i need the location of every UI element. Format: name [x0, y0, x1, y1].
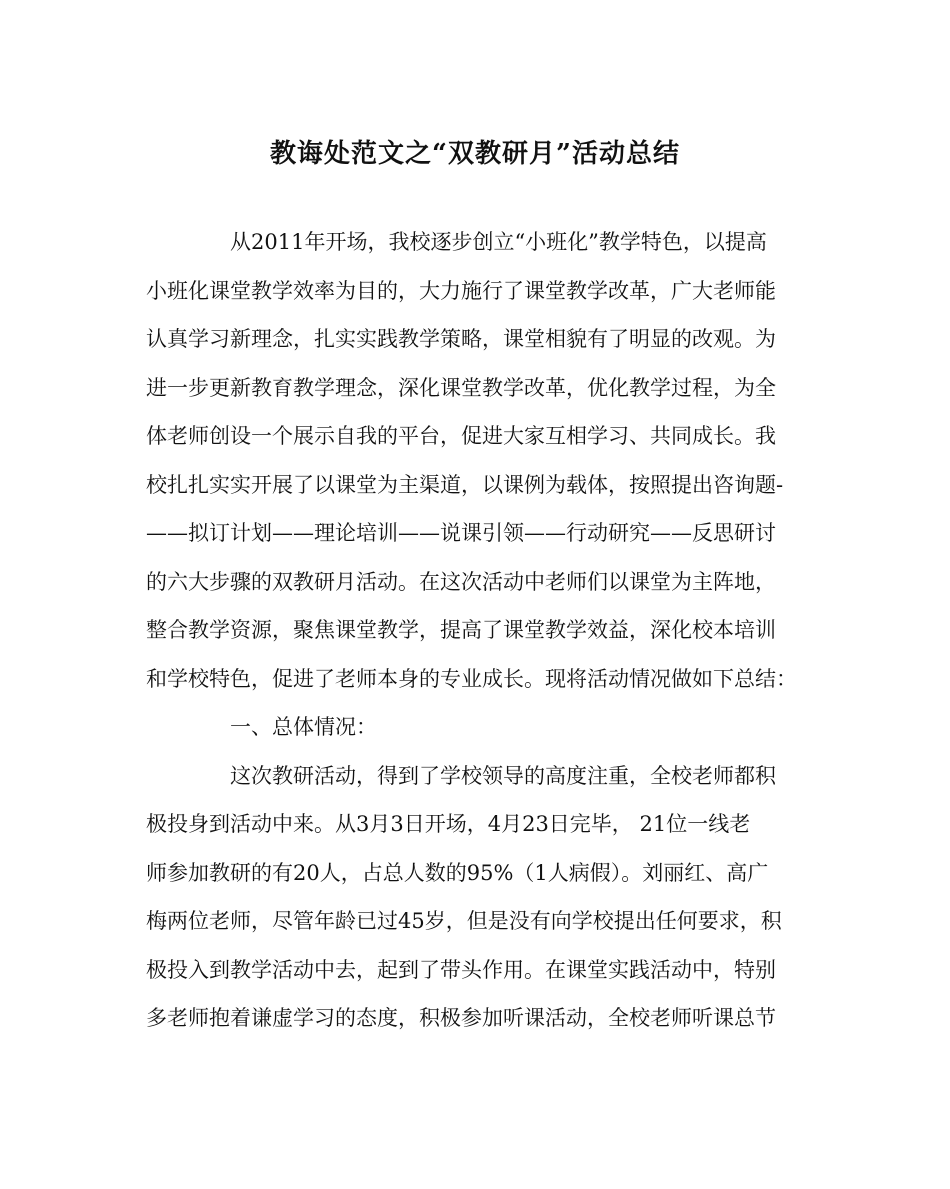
paragraph-line: 从2011年开场，我校逐步创立“小班化”教学特色，以提高	[230, 230, 767, 254]
paragraph-line: 极投身到活动中来。从3月3日开场，4月23日完毕， 21位一线老	[146, 812, 751, 836]
section-heading: 一、总体情况：	[230, 715, 377, 739]
paragraph-line: 和学校特色，促进了老师本身的专业成长。现将活动情况做如下总结：	[146, 666, 797, 691]
paragraph-line: 进一步更新教育教学理念，深化课堂教学改革，优化教学过程，为全	[146, 375, 776, 400]
paragraph-line: 多老师抱着谦虚学习的态度，积极参加听课活动，全校老师听课总节	[146, 1006, 776, 1030]
paragraph-line: 体老师创设一个展示自我的平台，促进大家互相学习、共同成长。我	[146, 424, 776, 448]
paragraph-line: 师参加教研的有20人，占总人数的95%（1人病假）。刘丽红、高广	[146, 860, 769, 885]
paragraph-line: 这次教研活动，得到了学校领导的高度注重，全校老师都积	[230, 763, 776, 788]
paragraph-line: 整合教学资源，聚焦课堂教学，提高了课堂教学效益，深化校本培训	[146, 618, 776, 642]
document-title: 教诲处范文之“双教研月”活动总结	[270, 139, 680, 169]
paragraph-line: ——拟订计划——理论培训——说课引领——行动研究——反思研讨	[146, 521, 776, 545]
paragraph-line: 极投入到教学活动中去，起到了带头作用。在课堂实践活动中，特别	[146, 957, 776, 982]
document-body	[146, 218, 811, 1043]
paragraph-line: 认真学习新理念，扎实实践教学策略，课堂相貌有了明显的改观。为	[146, 327, 776, 351]
paragraph-line: 小班化课堂教学效率为目的，大力施行了课堂教学改革，广大老师能	[146, 278, 776, 303]
paragraph-line: 校扎扎实实开展了以课堂为主渠道，以课例为载体，按照提出咨询题-	[146, 472, 784, 497]
paragraph-line: 梅两位老师，尽管年龄已过45岁，但是没有向学校提出任何要求，积	[146, 909, 782, 933]
paragraph-line: 的六大步骤的双教研月活动。在这次活动中老师们以课堂为主阵地，	[146, 569, 776, 594]
